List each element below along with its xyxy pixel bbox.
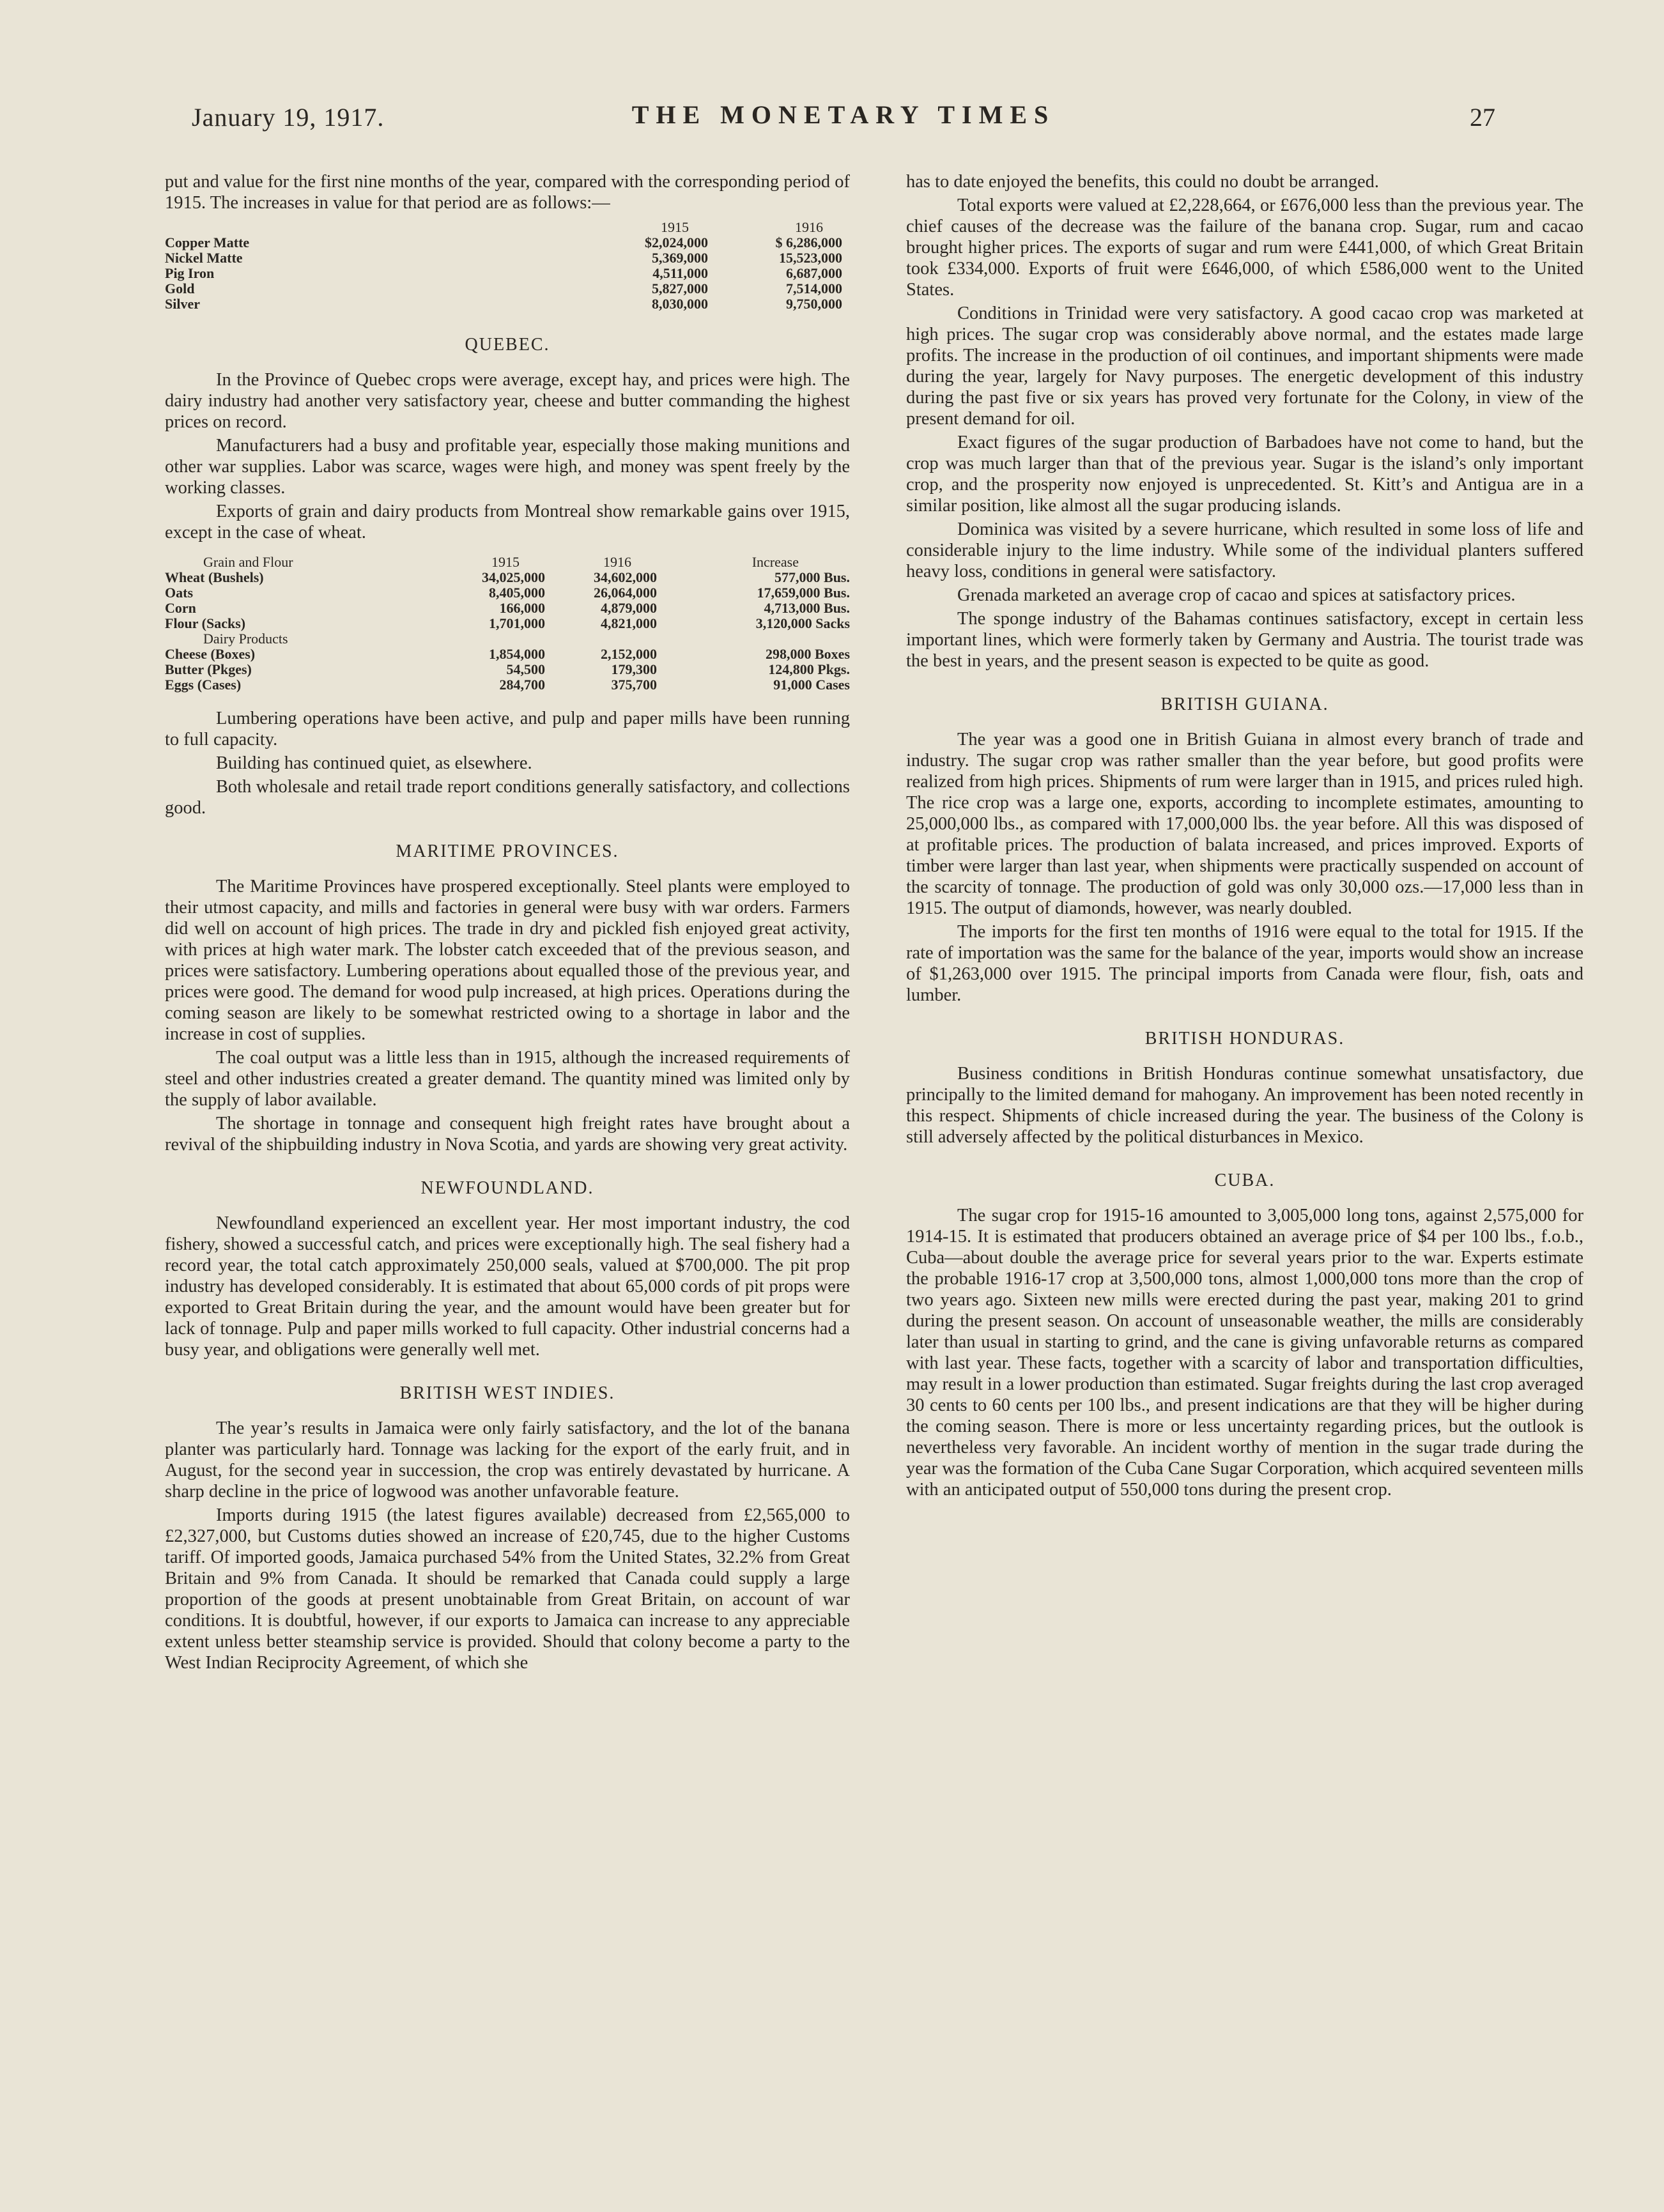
cell-1915: 8,405,000 — [489, 585, 545, 601]
paragraph: Building has continued quiet, as elsewhere. — [216, 753, 532, 773]
cell-1916: 2,152,000 — [601, 646, 657, 662]
cell-1916: 26,064,000 — [594, 585, 657, 601]
cell-increase: 298,000 Boxes — [766, 646, 850, 662]
table-row — [165, 281, 842, 296]
paragraph: Lumbering operations have been active, and pulp and paper mills have been running to full capacity. — [165, 709, 850, 749]
paragraph: The sponge industry of the Bahamas continues satisfactory, except in certain less important lines, which were formerly taken by Germany and Austria. The tourist trade was the best in years, and the present season is expected to be quite as good. — [906, 609, 1583, 671]
paragraph: Conditions in Trinidad were very satisfactory. A good cacao crop was marketed at high prices. The sugar crop was considerably above normal, and the estates made large profits. The increase in the production of oil continues, and important shipments were made during the year, largely for Navy purposes. The energetic development of this industry during the past five or six years has proved very fortunate for the Colony, in view of the present demand for oil. — [906, 303, 1583, 429]
row-label: Nickel Matte — [165, 250, 243, 266]
cell-1915: 54,500 — [506, 661, 545, 677]
cell-1915: 284,700 — [499, 677, 545, 693]
paragraph: The imports for the first ten months of 1916 were equal to the total for 1915. If the rate of importation was the same for the balance of the year, imports would show an increase of $1,263,000 over 1915. The principal imports from Canada were flour, fish, oats and lumber. — [906, 922, 1583, 1005]
cell-increase: 124,800 Pkgs. — [768, 661, 850, 677]
paragraph: The shortage in tonnage and consequent high freight rates have brought about a revival of the shipbuilding industry in Nova Scotia, and yards are showing very great activity. — [165, 1114, 850, 1155]
cell-1916: 7,514,000 — [786, 280, 842, 296]
cell-increase: 4,713,000 Bus. — [764, 600, 850, 616]
table-row — [165, 266, 842, 281]
table-row — [165, 296, 842, 312]
cell-1915: 5,827,000 — [652, 280, 708, 296]
cell-1916: 4,821,000 — [601, 615, 657, 631]
row-label: Eggs (Cases) — [165, 677, 242, 693]
cell-1915: 8,030,000 — [652, 296, 708, 312]
paragraph: Imports during 1915 (the latest figures available) decreased from £2,565,000 to £2,327,000, but Customs duties showed an increase of £20,745, due to the higher Customs tariff. Of imported goods, Jamaica purchased 54% from the United States, 32.2% from Great Britain and 9% from Canada. It should be remarked that Canada could supply a large proportion of the goods at present unobtainable from Great Britain, on account of war conditions. It is doubtful, however, if our exports to Jamaica can increase to any appreciable extent unless better steamship service is provided. Should that colony become a party to the West Indian Reciprocity Agreement, of which she — [165, 1505, 850, 1673]
table-row — [165, 662, 850, 677]
cell-1916: 15,523,000 — [779, 250, 842, 266]
table-row — [165, 616, 850, 631]
paragraph: Manufacturers had a busy and profitable year, especially those making munitions and other war supplies. Labor was scarce, wages were high, and money was spent freely by the working classes. — [165, 436, 850, 498]
cell-1916: 34,602,000 — [594, 569, 657, 585]
paragraph: Newfoundland experienced an excellent year. Her most important industry, the cod fishery, showed a successful catch, and prices were exceptionally high. The seal fishery had a record year, the total catch approximately 250,000 seals, valued at $700,000. The pit prop industry has developed considerably. It is estimated that about 65,000 cords of pit props were exported to Great Britain during the year, and the amount would have been greater but for lack of tonnage. Pulp and paper mills worked to full capacity. Other industrial concerns had a busy year, and obligations were generally well met. — [165, 1213, 850, 1360]
section-heading-newfoundland: NEWFOUNDLAND. — [420, 1178, 594, 1198]
column-header: 1915 — [491, 554, 520, 570]
right-column — [906, 171, 1583, 1503]
row-label: Flour (Sacks) — [165, 615, 246, 631]
cell-1915: $2,024,000 — [645, 234, 708, 250]
paragraph: has to date enjoyed the benefits, this could no doubt be arranged. — [906, 172, 1379, 192]
paragraph: Business conditions in British Honduras continue somewhat unsatisfactory, due principally to the limited demand for mahogany. An improvement has been noted recently in this respect. Shipments of chicle increased during the year. The business of the Colony is still adversely affected by the political disturbances in Mexico. — [906, 1064, 1583, 1147]
row-label: Corn — [165, 600, 196, 616]
column-header: 1916 — [795, 219, 823, 235]
row-label: Cheese (Boxes) — [165, 646, 256, 662]
table-row — [165, 677, 850, 693]
table-row — [165, 585, 850, 601]
issue-date: January 19, 1917. — [192, 103, 385, 132]
row-label: Silver — [165, 296, 200, 312]
row-label: Butter (Pkges) — [165, 661, 252, 677]
cell-1915: 4,511,000 — [652, 265, 708, 281]
cell-1915: 166,000 — [499, 600, 545, 616]
table-header-row — [165, 555, 850, 570]
paragraph: Dominica was visited by a severe hurricane, which resulted in some loss of life and considerable injury to the lime industry. While some of the individual planters suffered heavy loss, conditions in general were satisfactory. — [906, 519, 1583, 581]
column-header: 1916 — [603, 554, 631, 570]
cell-1916: 6,687,000 — [786, 265, 842, 281]
grain-dairy-table — [165, 555, 850, 693]
paragraph: Grenada marketed an average crop of cacao and spices at satisfactory prices. — [957, 585, 1516, 605]
cell-1916: 179,300 — [611, 661, 657, 677]
row-label: Gold — [165, 280, 195, 296]
paragraph: In the Province of Quebec crops were average, except hay, and prices were high. The dairy industry had another very satisfactory year, cheese and butter commanding the highest prices on record. — [165, 370, 850, 432]
column-header: Grain and Flour — [203, 554, 293, 570]
row-label: Oats — [165, 585, 193, 601]
section-heading-cuba: CUBA. — [1214, 1171, 1275, 1190]
row-label: Wheat (Bushels) — [165, 569, 264, 585]
cell-1915: 34,025,000 — [482, 569, 545, 585]
cell-increase: 3,120,000 Sacks — [755, 615, 850, 631]
paragraph: The year was a good one in British Guiana in almost every branch of trade and industry. The sugar crop was rather smaller than the year before, but good profits were realized from high prices. Shipments of rum were larger than in 1915, and prices ruled high. The rice crop was a large one, exports, according to incomplete estimates, amounting to 25,000,000 lbs., as compared with 17,000,000 lbs. the year before. All this was disposed of at profitable prices. The production of balata increased, and prices improved. Exports of timber were larger than last year, when shipments were practically suspended on account of the scarcity of tonnage. The production of gold was only 30,000 ozs.—17,000 less than in 1915. The output of diamonds, however, was nearly doubled. — [906, 730, 1583, 918]
paragraph: Total exports were valued at £2,228,664, or £676,000 less than the previous year. The chief causes of the decrease was the failure of the banana crop. Sugar, rum and cacao brought higher prices. The exports of sugar and rum were £441,000, of which Great Britain took £334,000. Exports of fruit were £646,000, of which £586,000 went to the United States. — [906, 196, 1583, 300]
paragraph: The year’s results in Jamaica were only fairly satisfactory, and the lot of the banana planter was particularly hard. Tonnage was lacking for the export of the early fruit, and in August, for the second year in succession, the crop was entirely devastated by hurricane. A sharp decline in the price of logwood was another unfavorable feature. — [165, 1418, 850, 1502]
publication-title: THE MONETARY TIMES — [631, 100, 1056, 129]
running-header — [192, 96, 1495, 134]
table-row — [165, 235, 842, 250]
page-number: 27 — [1470, 103, 1495, 132]
section-heading-british-west-indies: BRITISH WEST INDIES. — [399, 1383, 615, 1403]
section-heading-british-honduras: BRITISH HONDURAS. — [1144, 1029, 1345, 1048]
paragraph: Both wholesale and retail trade report conditions generally satisfactory, and collections good. — [165, 777, 850, 818]
table-row — [165, 601, 850, 616]
cell-1915: 1,701,000 — [489, 615, 545, 631]
row-label: Pig Iron — [165, 265, 215, 281]
paragraph: Exports of grain and dairy products from Montreal show remarkable gains over 1915, except in the case of wheat. — [165, 502, 850, 542]
cell-increase: 577,000 Bus. — [774, 569, 850, 585]
cell-1916: 4,879,000 — [601, 600, 657, 616]
table-header-row — [165, 220, 842, 235]
table-row — [165, 647, 850, 662]
cell-1915: 1,854,000 — [489, 646, 545, 662]
cell-1916: $ 6,286,000 — [775, 234, 842, 250]
left-column — [165, 171, 850, 1676]
cell-1915: 5,369,000 — [652, 250, 708, 266]
cell-1916: 375,700 — [611, 677, 657, 693]
section-heading-british-guiana: BRITISH GUIANA. — [1160, 695, 1329, 714]
table-row — [165, 250, 842, 266]
paragraph: The Maritime Provinces have prospered exceptionally. Steel plants were employed to their utmost capacity, and mills and factories in general were busy with war orders. Farmers did well on account of high prices. The trade in dry and pickled fish enjoyed great activity, with prices at high water mark. The lobster catch exceeded that of the previous season, and prices were satisfactory. Lumbering operations about equalled those of the previous year, and prices were good. The demand for wood pulp increased, at high prices. Operations during the coming season are likely to be somewhat restricted owing to a shortage in labor and the increase in cost of supplies. — [165, 877, 850, 1044]
paragraph: The coal output was a little less than in 1915, although the increased requirements of steel and other industries created a greater demand. The quantity mined was limited only by the supply of labor available. — [165, 1048, 850, 1110]
cell-increase: 91,000 Cases — [773, 677, 850, 693]
cell-1916: 9,750,000 — [786, 296, 842, 312]
section-heading-quebec: QUEBEC. — [465, 335, 550, 355]
paragraph: The sugar crop for 1915-16 amounted to 3,005,000 long tons, against 2,575,000 for 1914-15. It is estimated that producers obtained an average price of $4 per 100 lbs., f.o.b., Cuba—about double the average price for several years prior to the war. Experts estimate the probable 1916-17 crop at 3,500,000 tons, almost 1,000,000 tons more than the crop of two years ago. Sixteen new mills were erected during the past year, making 201 to grind during the present season. On account of unseasonable weather, the mills are considerably later than usual in starting to grind, and the cane is giving unfavorable returns as compared with last year. These facts, together with a scarcity of labor and transportation difficulties, may result in a lower production than estimated. Sugar freights during the last crop averaged 30 cents to 60 cents per 100 lbs., and present indications are that they will be higher during the coming season. There is more or less uncertainty regarding prices, but the outlook is nevertheless very favorable. An incident worthy of mention in the sugar trade during the year was the formation of the Cuba Cane Sugar Corporation, which acquired seventeen mills with an anticipated output of 550,000 tons during the present crop. — [906, 1206, 1583, 1500]
row-label: Copper Matte — [165, 234, 250, 250]
table-row — [165, 570, 850, 585]
paragraph: put and value for the first nine months of the year, compared with the corresponding period of 1915. The increases in value for that period are as follows:— — [165, 172, 850, 213]
table-subheader-row — [165, 631, 850, 647]
cell-increase: 17,659,000 Bus. — [757, 585, 850, 601]
metals-table — [165, 220, 842, 312]
paragraph: Exact figures of the sugar production of Barbadoes have not come to hand, but the crop was much larger than that of the previous year. Sugar is the island’s only important crop, and the prosperity now enjoyed is unprecedented. St. Kitt’s and Antigua are in a similar position, like almost all the sugar producing islands. — [906, 433, 1583, 516]
section-heading-maritime: MARITIME PROVINCES. — [396, 841, 619, 861]
column-header: Increase — [751, 554, 799, 570]
column-header: 1915 — [661, 219, 689, 235]
subheading-dairy: Dairy Products — [203, 631, 288, 647]
